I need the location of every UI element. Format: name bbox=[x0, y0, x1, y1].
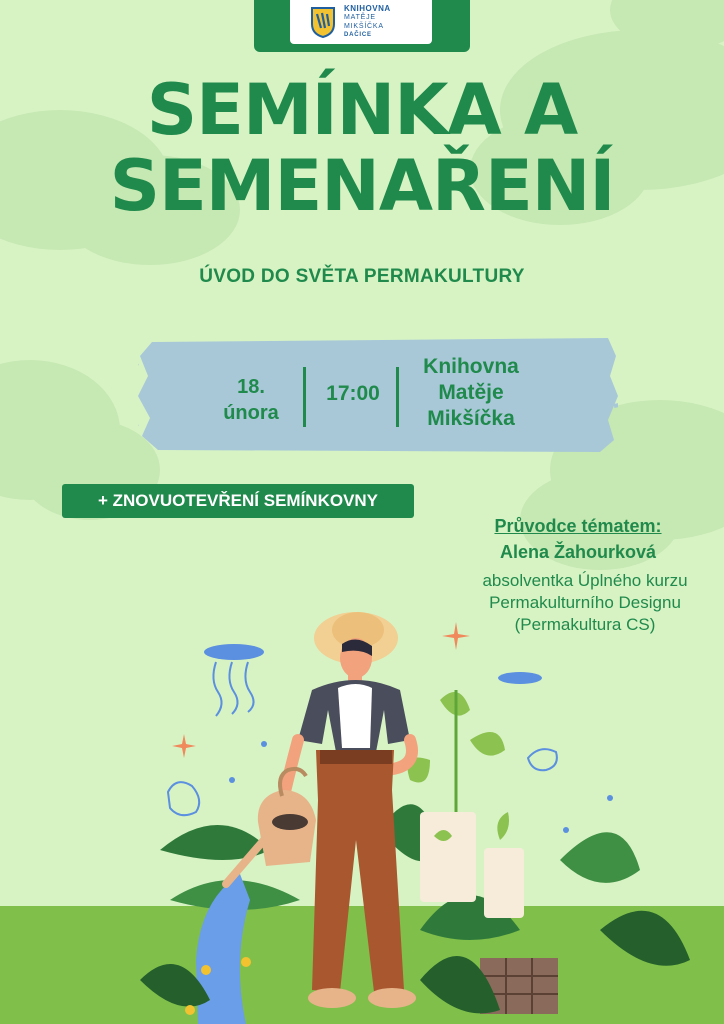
event-date bbox=[196, 374, 306, 426]
logo-line-1: KNIHOVNA bbox=[344, 4, 391, 13]
plant-pot bbox=[420, 812, 476, 902]
page-subtitle: ÚVOD DO SVĚTA PERMAKULTURY bbox=[199, 266, 525, 287]
library-logo[interactable] bbox=[290, 0, 432, 44]
plant-pot bbox=[484, 848, 524, 918]
watering-can-icon bbox=[226, 769, 316, 884]
event-time: 17:00 bbox=[326, 382, 380, 405]
logo-line-4: DAČICE bbox=[344, 32, 372, 38]
gardener-illustration bbox=[0, 600, 724, 1024]
title-line-2: SEMENAŘENÍ bbox=[109, 145, 615, 227]
logo-line-3: MIKŠÍČKA bbox=[344, 23, 384, 30]
guide-heading: Průvodce tématem: bbox=[494, 516, 662, 536]
divider bbox=[303, 367, 306, 427]
guide-desc-line-3: (Permakultura CS) bbox=[514, 615, 656, 634]
guide-name: Alena Žahourková bbox=[499, 542, 657, 562]
event-place-line-2: Matěje bbox=[438, 381, 504, 404]
event-date-month: února bbox=[223, 402, 279, 424]
guide-desc-line-2: Permakulturního Designu bbox=[489, 593, 681, 612]
guide-desc-line-1: absolventka Úplného kurzu bbox=[482, 571, 688, 590]
page-title bbox=[0, 69, 724, 227]
event-place-line-3: Mikšíčka bbox=[427, 407, 515, 430]
logo-line-2: MATĚJE bbox=[344, 14, 376, 21]
seed-library-badge: + ZNOVUOTEVŘENÍ SEMÍNKOVNY bbox=[62, 484, 414, 518]
sparkle-icon bbox=[172, 734, 196, 758]
event-date-day: 18. bbox=[237, 376, 265, 398]
library-logo-icon bbox=[310, 6, 336, 38]
event-place bbox=[406, 354, 536, 432]
divider bbox=[396, 367, 399, 427]
event-place-line-1: Knihovna bbox=[423, 355, 519, 378]
plant-icon bbox=[408, 690, 506, 820]
sparkle-icon bbox=[442, 622, 470, 650]
title-line-1: SEMÍNKA A bbox=[146, 69, 578, 151]
jellyfish-cloud-icon bbox=[204, 644, 264, 716]
